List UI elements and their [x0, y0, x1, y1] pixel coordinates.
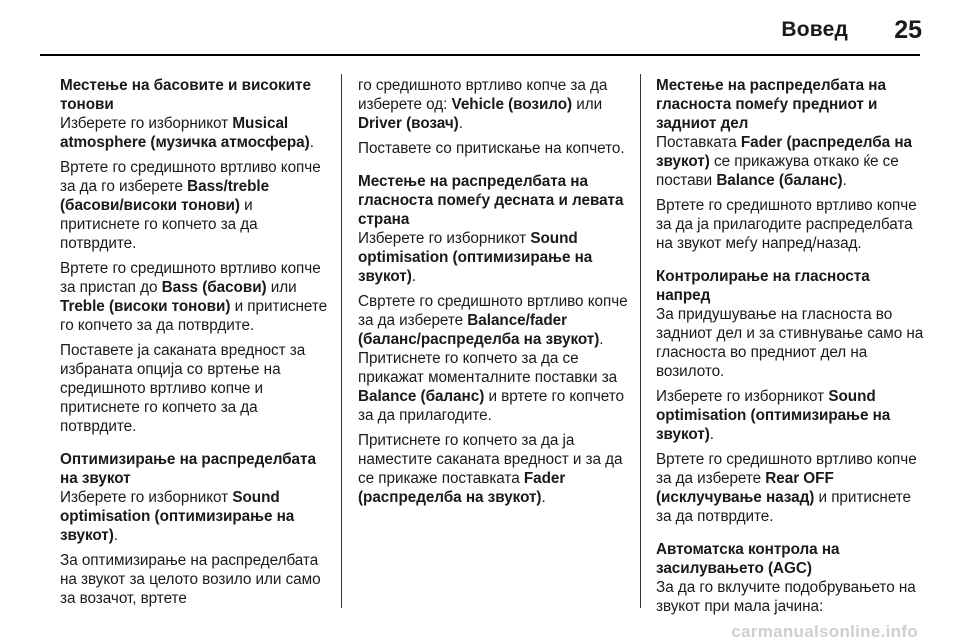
section-heading: Местење на распределбата на гласноста помеѓу предниот и задниот дел: [656, 77, 886, 132]
page-number: 25: [894, 16, 922, 44]
paragraph: [358, 292, 630, 425]
paragraph: [60, 341, 332, 436]
paragraph: [60, 259, 332, 335]
text-run: За да го вклучите подобрувањето на звукот при мала јачина:: [656, 579, 916, 615]
text-run: и притиснете за да потврдите.: [656, 489, 912, 525]
text-run: и притиснете го копчето за да потврдите.: [60, 298, 328, 334]
text-run: или: [266, 279, 297, 296]
paragraph: [60, 114, 332, 152]
paragraph: [358, 229, 630, 286]
text-run: се прикажува откако ќе се постави: [656, 153, 899, 189]
menu-option-name: Balance (баланс): [716, 172, 843, 189]
text-run: Вртете го средишното вртливо копче за да ја прилагодите распределбата на звукот меѓу напред/назад.: [656, 197, 917, 252]
paragraph: [656, 450, 928, 526]
text-run: .: [709, 426, 714, 443]
text-run: Вртете го средишното вртливо копче за пристап до: [60, 260, 321, 296]
menu-option-name: Sound optimisation (оптимизирање на звукот): [656, 388, 891, 443]
section-heading: Местење на басовите и високите тонови: [60, 77, 311, 113]
menu-option-name: Treble (високи тонови): [60, 298, 231, 315]
column-3: [656, 76, 928, 622]
menu-option-name: Fader (распределба на звукот): [358, 470, 566, 506]
paragraph: [358, 76, 630, 133]
text-run: Поставката: [656, 134, 741, 151]
menu-option-name: Musical atmosphere (музичка атмосфера): [60, 115, 310, 151]
text-run: За придушување на гласноста во задниот дел и за стивнување само на гласноста во предниот дел на возилото.: [656, 306, 924, 380]
text-run: Притиснете го копчето за да ја наместите саканата вредност и за да се прикаже поставката: [358, 432, 623, 487]
paragraph: [656, 196, 928, 253]
paragraph: [60, 488, 332, 545]
text-run: .: [411, 268, 416, 285]
paragraph: [358, 431, 630, 507]
paragraph: [60, 158, 332, 253]
section-heading: Контролирање на гласноста напред: [656, 268, 870, 304]
paragraph: [656, 305, 928, 381]
text-run: .: [541, 489, 546, 506]
text-run: го средишното вртливо копче за да изберете од:: [358, 77, 608, 113]
text-run: Изберете го изборникот: [60, 115, 233, 132]
column-2: [358, 76, 630, 513]
menu-option-name: Fader (распределба на звукот): [656, 134, 912, 170]
menu-option-name: Balance (баланс): [358, 388, 485, 405]
section-heading: Местење на распределбата на гласноста помеѓу десната и левата страна: [358, 173, 624, 228]
text-run: или: [572, 96, 603, 113]
text-run: .: [458, 115, 463, 132]
menu-option-name: Sound optimisation (оптимизирање на звукот): [358, 230, 593, 285]
paragraph: [358, 139, 630, 158]
section-title: Вовед: [781, 18, 848, 41]
text-run: Поставете ја сакaната вредност за избраната опција со вртење на средишното вртливо копче и притиснете го копчето за да потврдите.: [60, 342, 306, 435]
menu-option-name: Bass/treble (басови/високи тонови): [60, 178, 270, 214]
page-header: [0, 0, 960, 52]
paragraph: [656, 578, 928, 616]
text-run: и притиснете го копчето за да потврдите.: [60, 197, 258, 252]
text-run: Свртете го средишното вртливо копче за да изберете: [358, 293, 628, 329]
menu-option-name: Sound optimisation (оптимизирање на звукот): [60, 489, 295, 544]
text-run: Поставете со притискање на копчето.: [358, 140, 625, 157]
header-rule: [40, 54, 920, 56]
text-run: . Притиснете го копчето за да се прикажат моменталните поставки за: [358, 331, 618, 386]
text-run: Изберете го изборникот: [60, 489, 233, 506]
menu-option-name: Bass (басови): [161, 279, 267, 296]
menu-option-name: Rear OFF (исклучување назад): [656, 470, 834, 506]
menu-option-name: Balance/fader (баланс/распределба на звукот): [358, 312, 600, 348]
text-run: .: [113, 527, 118, 544]
text-run: Изберете го изборникот: [358, 230, 531, 247]
text-run: Вртете го средишното вртливо копче за да изберете: [656, 451, 917, 487]
text-run: За оптимизирање на распределбата на звукот за целото возило или само за возачот, вртете: [60, 552, 321, 607]
paragraph: [60, 551, 332, 608]
paragraph: [656, 387, 928, 444]
section-heading: Оптимизирање на распределбата на звукот: [60, 451, 316, 487]
menu-option-name: Vehicle (возило): [451, 96, 573, 113]
text-run: Вртете го средишното вртливо копче за да го изберете: [60, 159, 321, 195]
menu-option-name: Driver (возач): [358, 115, 459, 132]
text-run: .: [309, 134, 314, 151]
text-run: и вртете го копчето за да прилагодите.: [358, 388, 624, 424]
column-1: [60, 76, 332, 614]
column-divider-2: [640, 74, 641, 608]
text-run: .: [842, 172, 847, 189]
text-run: Изберете го изборникот: [656, 388, 829, 405]
column-divider-1: [341, 74, 342, 608]
watermark: carmanualsonline.info: [731, 622, 918, 641]
section-heading: Автоматска контрола на засилувањето (AGC): [656, 541, 840, 577]
paragraph: [656, 133, 928, 190]
